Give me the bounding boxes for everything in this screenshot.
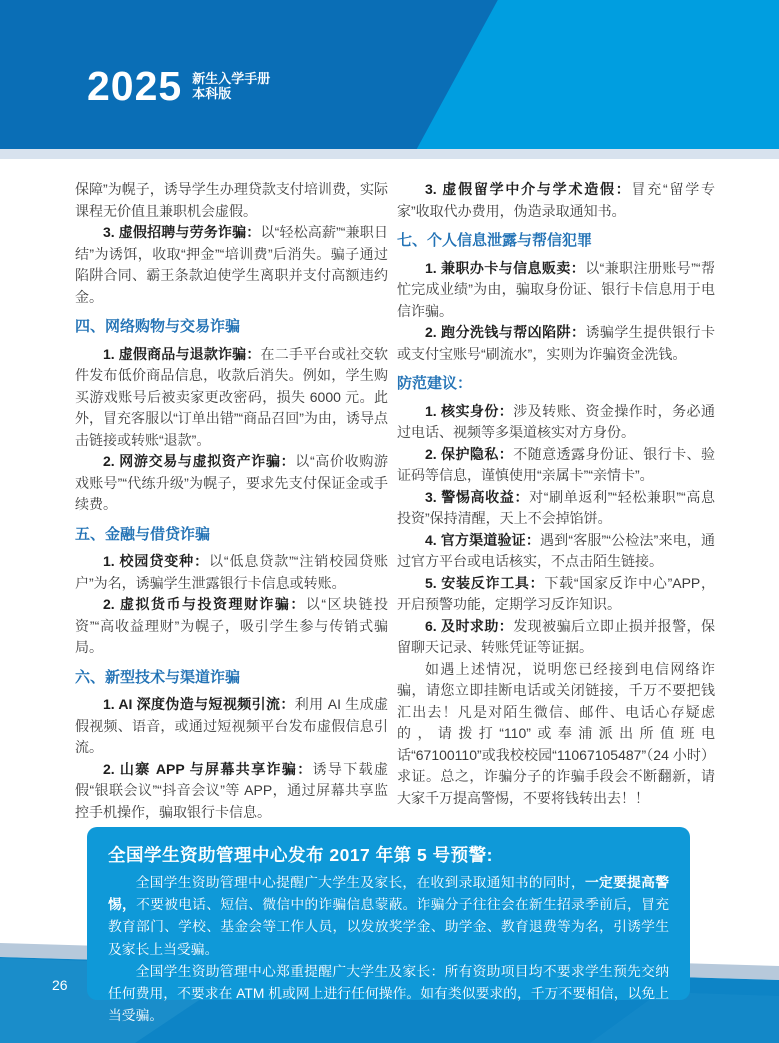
body-paragraph: 保障”为幌子，诱导学生办理贷款支付培训费，实际课程无价值且兼职机会虚假。 [75,181,388,219]
body-paragraph: 2. 跑分洗钱与帮凶陷阱：诱骗学生提供银行卡或支付宝账号“刷流水”，实则为诈骗资金洗钱。 [397,324,715,362]
notice-paragraph: 全国学生资助管理中心提醒广大学生及家长，在收到录取通知书的同时，一定要提高警惕，不要被电话、短信、微信中的诈骗信息蒙蔽。诈骗分子往往会在新生招录季前后，冒充教育部门、学校、基金会等工作人员，以发放奖学金、助学金、教育退费等为名，引诱学生及家长上当受骗。 [108,875,669,957]
handbook-brand [87,63,271,109]
body-paragraph: 1. AI 深度伪造与短视频引流：利用 AI 生成虚假视频、语音，或通过短视频平台发布虚假信息引流。 [75,696,388,755]
body-paragraph: 6. 及时求助：发现被骗后立即止损并报警，保留聊天记录、转账凭证等证据。 [397,617,715,655]
notice-body [108,872,669,1027]
body-paragraph: 2. 山寨 APP 与屏幕共享诈骗：诱导下载虚假“银联会议”“抖音会议”等 APP，通过屏幕共享监控手机操作，骗取银行卡信息。 [75,760,388,820]
section-heading: 防范建议： [397,375,473,392]
section-heading: 七、个人信息泄露与帮信犯罪 [397,232,593,249]
body-paragraph: 1. 校园贷变种：以“低息贷款”“注销校园贷账户”为名，诱骗学生泄露银行卡信息或转账。 [75,553,388,591]
body-paragraph: 1. 虚假商品与退款诈骗：在二手平台或社交软件发布低价商品信息，收款后消失。例如，学生购买游戏账号后被卖家更改密码，损失 6000 元。此外，冒充客服以“订单出错”“商品召回”为由，诱导点击链接或转账“退款”。 [75,345,388,448]
body-column-right [397,179,715,809]
body-paragraph: 如遇上述情况，说明您已经接到电信网络诈骗，请您立即挂断电话或关闭链接，千万不要把钱汇出去！凡是对陌生微信、邮件、电话心存疑虑的，请拨打“110”或奉浦派出所值班电话“67100110”或我校校园“11067105487”（24 小时）求证。总之，诈骗分子的诈骗手段会不断翻新，请大家千万提高警惕，不要将钱转出去！！ [397,660,715,806]
notice-box [87,827,690,1024]
body-paragraph: 1. 兼职办卡与信息贩卖：以“兼职注册账号”“帮忙完成业绩”为由，骗取身份证、银行卡信息用于电信诈骗。 [397,259,715,319]
body-paragraph: 2. 网游交易与虚拟资产诈骗：以“高价收购游戏账号”“代练升级”为幌子，要求先支付保证金或手续费。 [75,453,388,512]
brand-year: 2025 [87,63,183,109]
notice-paragraph: 全国学生资助管理中心郑重提醒广大学生及家长：所有资助项目均不要求学生预先交纳任何费用，不要求在 ATM 机或网上进行任何操作。如有类似要求的，千万不要相信，以免上当受骗。 [108,963,669,1024]
body-paragraph: 4. 官方渠道验证：遇到“客服”“公检法”来电，通过官方平台或电话核实，不点击陌生链接。 [397,531,715,569]
body-paragraph: 1. 核实身份：涉及转账、资金操作时，务必通过电话、视频等多渠道核实对方身份。 [397,402,715,440]
brand-subtitle [192,68,270,101]
page-number: 26 [52,977,68,993]
section-heading: 四、网络购物与交易诈骗 [75,318,241,335]
brand-subtitle-line2: 本科版 [192,86,232,101]
body-paragraph: 2. 虚拟货币与投资理财诈骗：以“区块链投资”“高收益理财”为幌子，吸引学生参与传销式骗局。 [75,596,388,655]
section-heading: 六、新型技术与渠道诈骗 [75,668,241,686]
body-paragraph: 2. 保护隐私：不随意透露身份证、银行卡、验证码等信息，谨慎使用“亲属卡”“亲情卡”。 [397,445,715,483]
section-heading: 五、金融与借贷诈骗 [75,525,211,543]
body-paragraph: 3. 警惕高收益：对“刷单返利”“轻松兼职”“高息投资”保持清醒，天上不会掉馅饼。 [397,488,715,526]
body-paragraph: 5. 安装反诈工具：下载“国家反诈中心”APP，开启预警功能，定期学习反诈知识。 [397,574,715,612]
body-paragraph: 3. 虚假招聘与劳务诈骗：以“轻松高薪”“兼职日结”为诱饵，收取“押金”“培训费”后消失。骗子通过陷阱合同、霸王条款迫使学生离职并支付高额违约金。 [75,224,388,305]
header-divider-strip [0,149,779,159]
body-column-left [75,179,388,823]
body-paragraph: 3. 虚假留学中介与学术造假：冒充“留学专家”收取代办费用，伪造录取通知书。 [397,181,715,219]
notice-title: 全国学生资助管理中心发布 2017 年第 5 号预警: [108,845,493,865]
brand-subtitle-line1: 新生入学手册 [192,71,271,86]
